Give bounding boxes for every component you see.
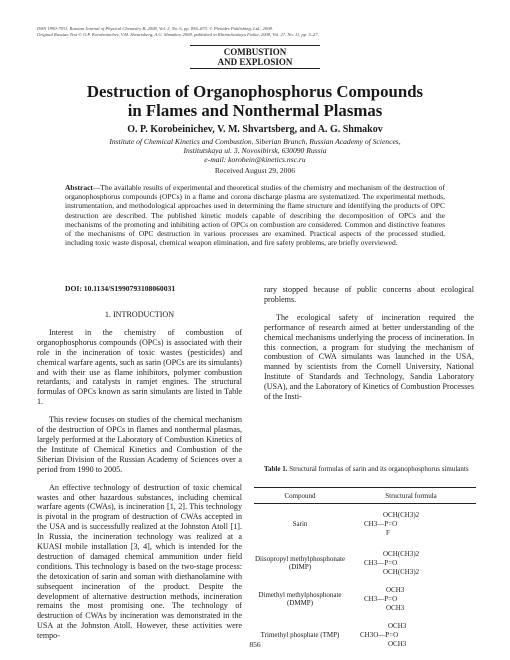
section-heading-line: COMBUSTION <box>223 47 287 57</box>
formula-top: OCH(CH3)2 <box>383 511 420 519</box>
doi <box>65 284 175 293</box>
structural-formula <box>346 511 476 538</box>
table-row <box>254 545 476 581</box>
affiliation-line: Institute of Chemical Kinetics and Combustion, Siberian Branch, Russian Academy of Sciences, <box>109 137 401 146</box>
abstract <box>65 183 445 247</box>
formula-top: OCH(CH3)2 <box>383 549 420 558</box>
authors: O. P. Korobeinichev, V. M. Shvartsberg, and A. G. Shmakov <box>127 124 383 135</box>
journal-header-line: ISSN 1990-7931, Russian Journal of Physical Chemistry B, 2008, Vol. 2, No. 6, pp. 856–875. © Pleiades Publishing, Ltd., 2008. <box>37 26 273 31</box>
section-rule-top <box>190 45 320 46</box>
abstract-label: Abstract <box>65 183 93 192</box>
formula-middle: CH3O—P=O <box>360 630 399 639</box>
body-paragraph: rary stopped because of public concerns about ecological problems. <box>264 285 474 304</box>
right-column <box>264 285 474 410</box>
formula-middle: CH3—P=O <box>364 558 398 567</box>
intro-heading: 1. INTRODUCTION <box>104 310 175 319</box>
section-heading-line: AND EXPLOSION <box>217 57 293 67</box>
body-paragraph: An effective technology of destruction of toxic chemical wastes and other hazardous substances, including chemical warfare agents (CWAs), is incineration [1, 2]. This technology is pivotal in the program of destruction of CWAs accepted in the USA and is successfully realized at the Johnston Atoll [1]. In Russia, the incineration technology was realized at a KUASI mobile installation [3, 4], which is intended for the destruction of damaged chemical ammunition under field conditions. This technology is based on the two-stage process: the detoxication of sarin and soman with diethanolamine with subsequent incineration of the product. Despite the development of alternative destruction methods, incineration remains the most promising one. The technology of destruction of CWAs by incineration was demonstrated in the USA at the Johnston Atoll. However, these activities were tempo- <box>37 482 242 641</box>
received-date: Received August 29, 2006 <box>214 166 296 175</box>
structural-formula <box>346 586 476 613</box>
table-header-formula: Structural formula <box>385 491 437 500</box>
author-email[interactable]: e-mail: korobein@kinetics.nsc.ru <box>204 155 306 165</box>
journal-header <box>37 26 477 38</box>
formula-middle: CH3—P=O <box>364 520 398 528</box>
doi-link[interactable]: 10.1134/S1990793108060031 <box>83 284 176 293</box>
formula-middle: CH3—P=O <box>364 594 398 603</box>
table-row <box>254 504 476 545</box>
compound-name: Dimethyl methylphosphonate (DMMP) <box>258 590 342 607</box>
journal-header-line: Original Russian Text © O.P. Korobeinichev, V.M. Shvartsberg, A.G. Shmakov, 2008, published in Khimicheskaya Fizika, 2008, Vol. 27, No. 11, pp. 5–27. <box>37 32 319 38</box>
compound-name: Sarin <box>292 520 308 529</box>
formula-block <box>364 586 494 613</box>
page-number: 856 <box>249 640 261 649</box>
section-heading <box>0 47 510 67</box>
formula-top: OCH3 <box>386 585 405 594</box>
formula-block <box>364 511 494 538</box>
paper-title-line: Destruction of Organophosphorus Compounds <box>86 82 424 101</box>
table-header-row <box>254 488 476 503</box>
formula-bottom: OCH3 <box>388 639 407 648</box>
affiliation <box>60 137 450 165</box>
table-caption-text: Structural formulas of sarin and its organophosphorus simulants <box>287 465 469 473</box>
abstract-text: —The available results of experimental and theoretical studies of the chemistry and mechanism of the destruction of organophosphorus compounds (OPCs) in a flame and corona discharge plasma are systematized. The experimental methods, instrumentation, and methodological approaches used in determining the flame structure and identifying the products of OPC destruction are described. The published kinetic models capable of describing the decomposition of OPCs and the mechanisms of the promoting and inhibiting action of OPCs on combustion are considered. Common and distinctive features of the mechanisms of OPC destruction in various processes are examined. Practical aspects of the processed studied, including toxic waste disposal, chemical weapon elimination, and fire safety problems, are briefly overviewed. <box>65 183 445 248</box>
section-rule-bottom <box>190 68 320 69</box>
affiliation-line: Institutskaya ul. 3, Novosibirsk, 630090 Russia <box>183 146 327 156</box>
table-caption <box>264 465 474 474</box>
table-header-compound: Compound <box>284 491 316 500</box>
formula-bottom: OCH3 <box>386 603 405 612</box>
compound-name: Diisopropyl methylphosphonate (DIMP) <box>254 554 346 571</box>
body-paragraph: The ecological safety of incineration required the performance of research aimed at better understanding of the chemical mechanisms underlying the process of incineration. In this connection, a program for studying the mechanism of combustion of CWA simulants was launched in the USA, manned by scientists from the Cornell University, National Institute of Standards and Technology, Sandia Laboratory (USA), and the Laboratory of Kinetics of Combustion Processes of the Insti- <box>264 312 474 402</box>
left-column <box>37 310 242 649</box>
formula-bottom: OCH(CH3)2 <box>383 567 420 576</box>
body-paragraph: Interest in the chemistry of combustion of organophosphorus compounds (OPCs) is associated with their role in the incineration of toxic wastes (pesticides) and chemical warfare agents, such as sarin (OPCs are its simulants) and with their use as flame inhibitors, polymer combustion retardants, and catalysts in ramjet engines. The structural formulas of OPCs known as sarin simulants are listed in Table 1. <box>37 327 242 407</box>
table-caption-label: Table 1. <box>264 465 288 473</box>
paper-title-line: in Flames and Nonthermal Plasmas <box>127 100 383 120</box>
formula-bottom: F <box>386 529 390 537</box>
formula-top: OCH3 <box>388 621 407 630</box>
formula-block <box>364 550 494 577</box>
body-paragraph: This review focuses on studies of the chemical mechanism of the destruction of OPCs in flames and nonthermal plasmas, largely performed at the Laboratory of Combustion Kinetics of the Institute of Chemical Kinetics and Combustion of the Siberian Division of the Russian Academy of Sciences over a period from 1990 to 2005. <box>37 415 242 474</box>
table-row <box>254 581 476 617</box>
compound-name: Trimethyl phosphate (TMP) <box>260 630 340 639</box>
doi-label: DOI: <box>65 284 82 293</box>
formula-table <box>254 487 476 653</box>
structural-formula <box>346 550 476 577</box>
paper-title <box>40 83 470 120</box>
